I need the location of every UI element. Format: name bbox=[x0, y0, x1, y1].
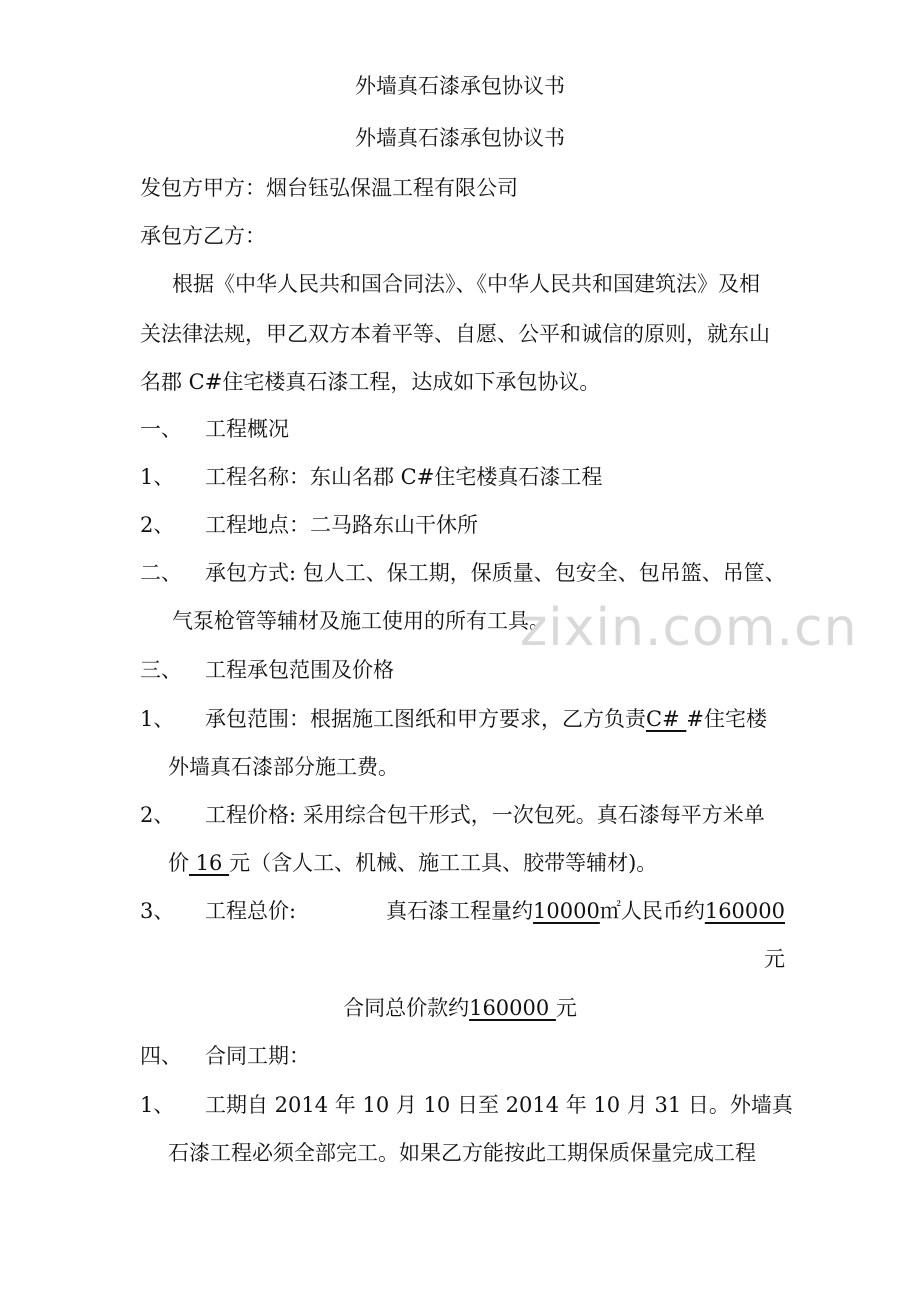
scope-suffix: #住宅楼 bbox=[686, 707, 767, 731]
item-number: 1、 bbox=[140, 707, 175, 731]
section-title: 合同工期： bbox=[205, 1044, 310, 1068]
watermark: zixin.com.cn bbox=[520, 598, 858, 658]
contract-mode-line-2: 气泵枪管等辅材及施工使用的所有工具。 bbox=[172, 609, 550, 633]
total-detail bbox=[386, 897, 785, 925]
item-number: 3、 bbox=[140, 899, 175, 923]
section-number: 四、 bbox=[140, 1044, 182, 1068]
quantity-label: 真石漆工程量约 bbox=[386, 899, 534, 923]
item-number: 2、 bbox=[140, 513, 175, 537]
project-name: 工程名称：东山名郡 C#住宅楼真石漆工程 bbox=[205, 465, 603, 489]
party-b: 承包方乙方： bbox=[140, 224, 266, 248]
scope-text: 承包范围：根据施工图纸和甲方要求，乙方负责 bbox=[205, 707, 646, 731]
party-a: 发包方甲方：烟台钰弘保温工程有限公司 bbox=[140, 176, 518, 200]
building-fill: C# bbox=[646, 707, 687, 731]
intro-line-3: 名郡 C#住宅楼真石漆工程，达成如下承包协议。 bbox=[140, 370, 601, 394]
doc-title-top: 外墙真石漆承包协议书 bbox=[355, 74, 565, 98]
price-line-1: 工程价格: 采用综合包干形式，一次包死。真石漆每平方米单 bbox=[205, 803, 765, 827]
section-number: 三、 bbox=[140, 658, 182, 682]
section-title: 工程承包范围及价格 bbox=[205, 658, 394, 682]
intro-line-1: 根据《中华人民共和国合同法》、《中华人民共和国建筑法》及相 bbox=[172, 272, 760, 296]
contract-total bbox=[0, 994, 920, 1022]
period-line-2: 石漆工程必须全部完工。如果乙方能按此工期保质保量完成工程 bbox=[168, 1141, 756, 1165]
contract-total-amount: 160000 bbox=[469, 996, 556, 1020]
intro-line-2: 关法律法规，甲乙双方本着平等、自愿、公平和诚信的原则，就东山 bbox=[140, 322, 770, 346]
item-number: 1、 bbox=[140, 465, 175, 489]
item-number: 2、 bbox=[140, 803, 175, 827]
total-unit: 元 bbox=[764, 947, 785, 971]
total-label: 工程总价: bbox=[205, 899, 297, 923]
doc-title: 外墙真石漆承包协议书 bbox=[355, 126, 565, 150]
project-location: 工程地点：二马路东山干休所 bbox=[205, 513, 478, 537]
area-value: 10000 bbox=[533, 899, 600, 923]
section-title: 工程概况 bbox=[205, 417, 289, 441]
price-prefix: 价 bbox=[168, 851, 189, 875]
item-number: 1、 bbox=[140, 1093, 175, 1117]
scope-line-2: 外墙真石漆部分施工费。 bbox=[168, 755, 399, 779]
section-number: 二、 bbox=[140, 561, 182, 585]
contract-total-label: 合同总价款约 bbox=[343, 996, 470, 1020]
price-suffix: 元（含人工、机械、施工工具、胶带等辅材)。 bbox=[229, 851, 658, 875]
period-line-1: 工期自 2014 年 10 月 10 日至 2014 年 10 月 31 日。外墙真 bbox=[205, 1093, 793, 1117]
price-line-2 bbox=[168, 849, 785, 877]
contract-mode-line-1: 承包方式: 包人工、保工期，保质量、包安全、包吊篮、吊筐、 bbox=[205, 561, 786, 585]
section-number: 一、 bbox=[140, 417, 182, 441]
amount-value: 160000 bbox=[704, 899, 785, 923]
unit-price: 16 bbox=[189, 851, 230, 875]
rmb-label: ㎡人民币约 bbox=[599, 899, 705, 923]
contract-total-unit: 元 bbox=[555, 996, 577, 1020]
scope-line-1 bbox=[205, 705, 767, 733]
